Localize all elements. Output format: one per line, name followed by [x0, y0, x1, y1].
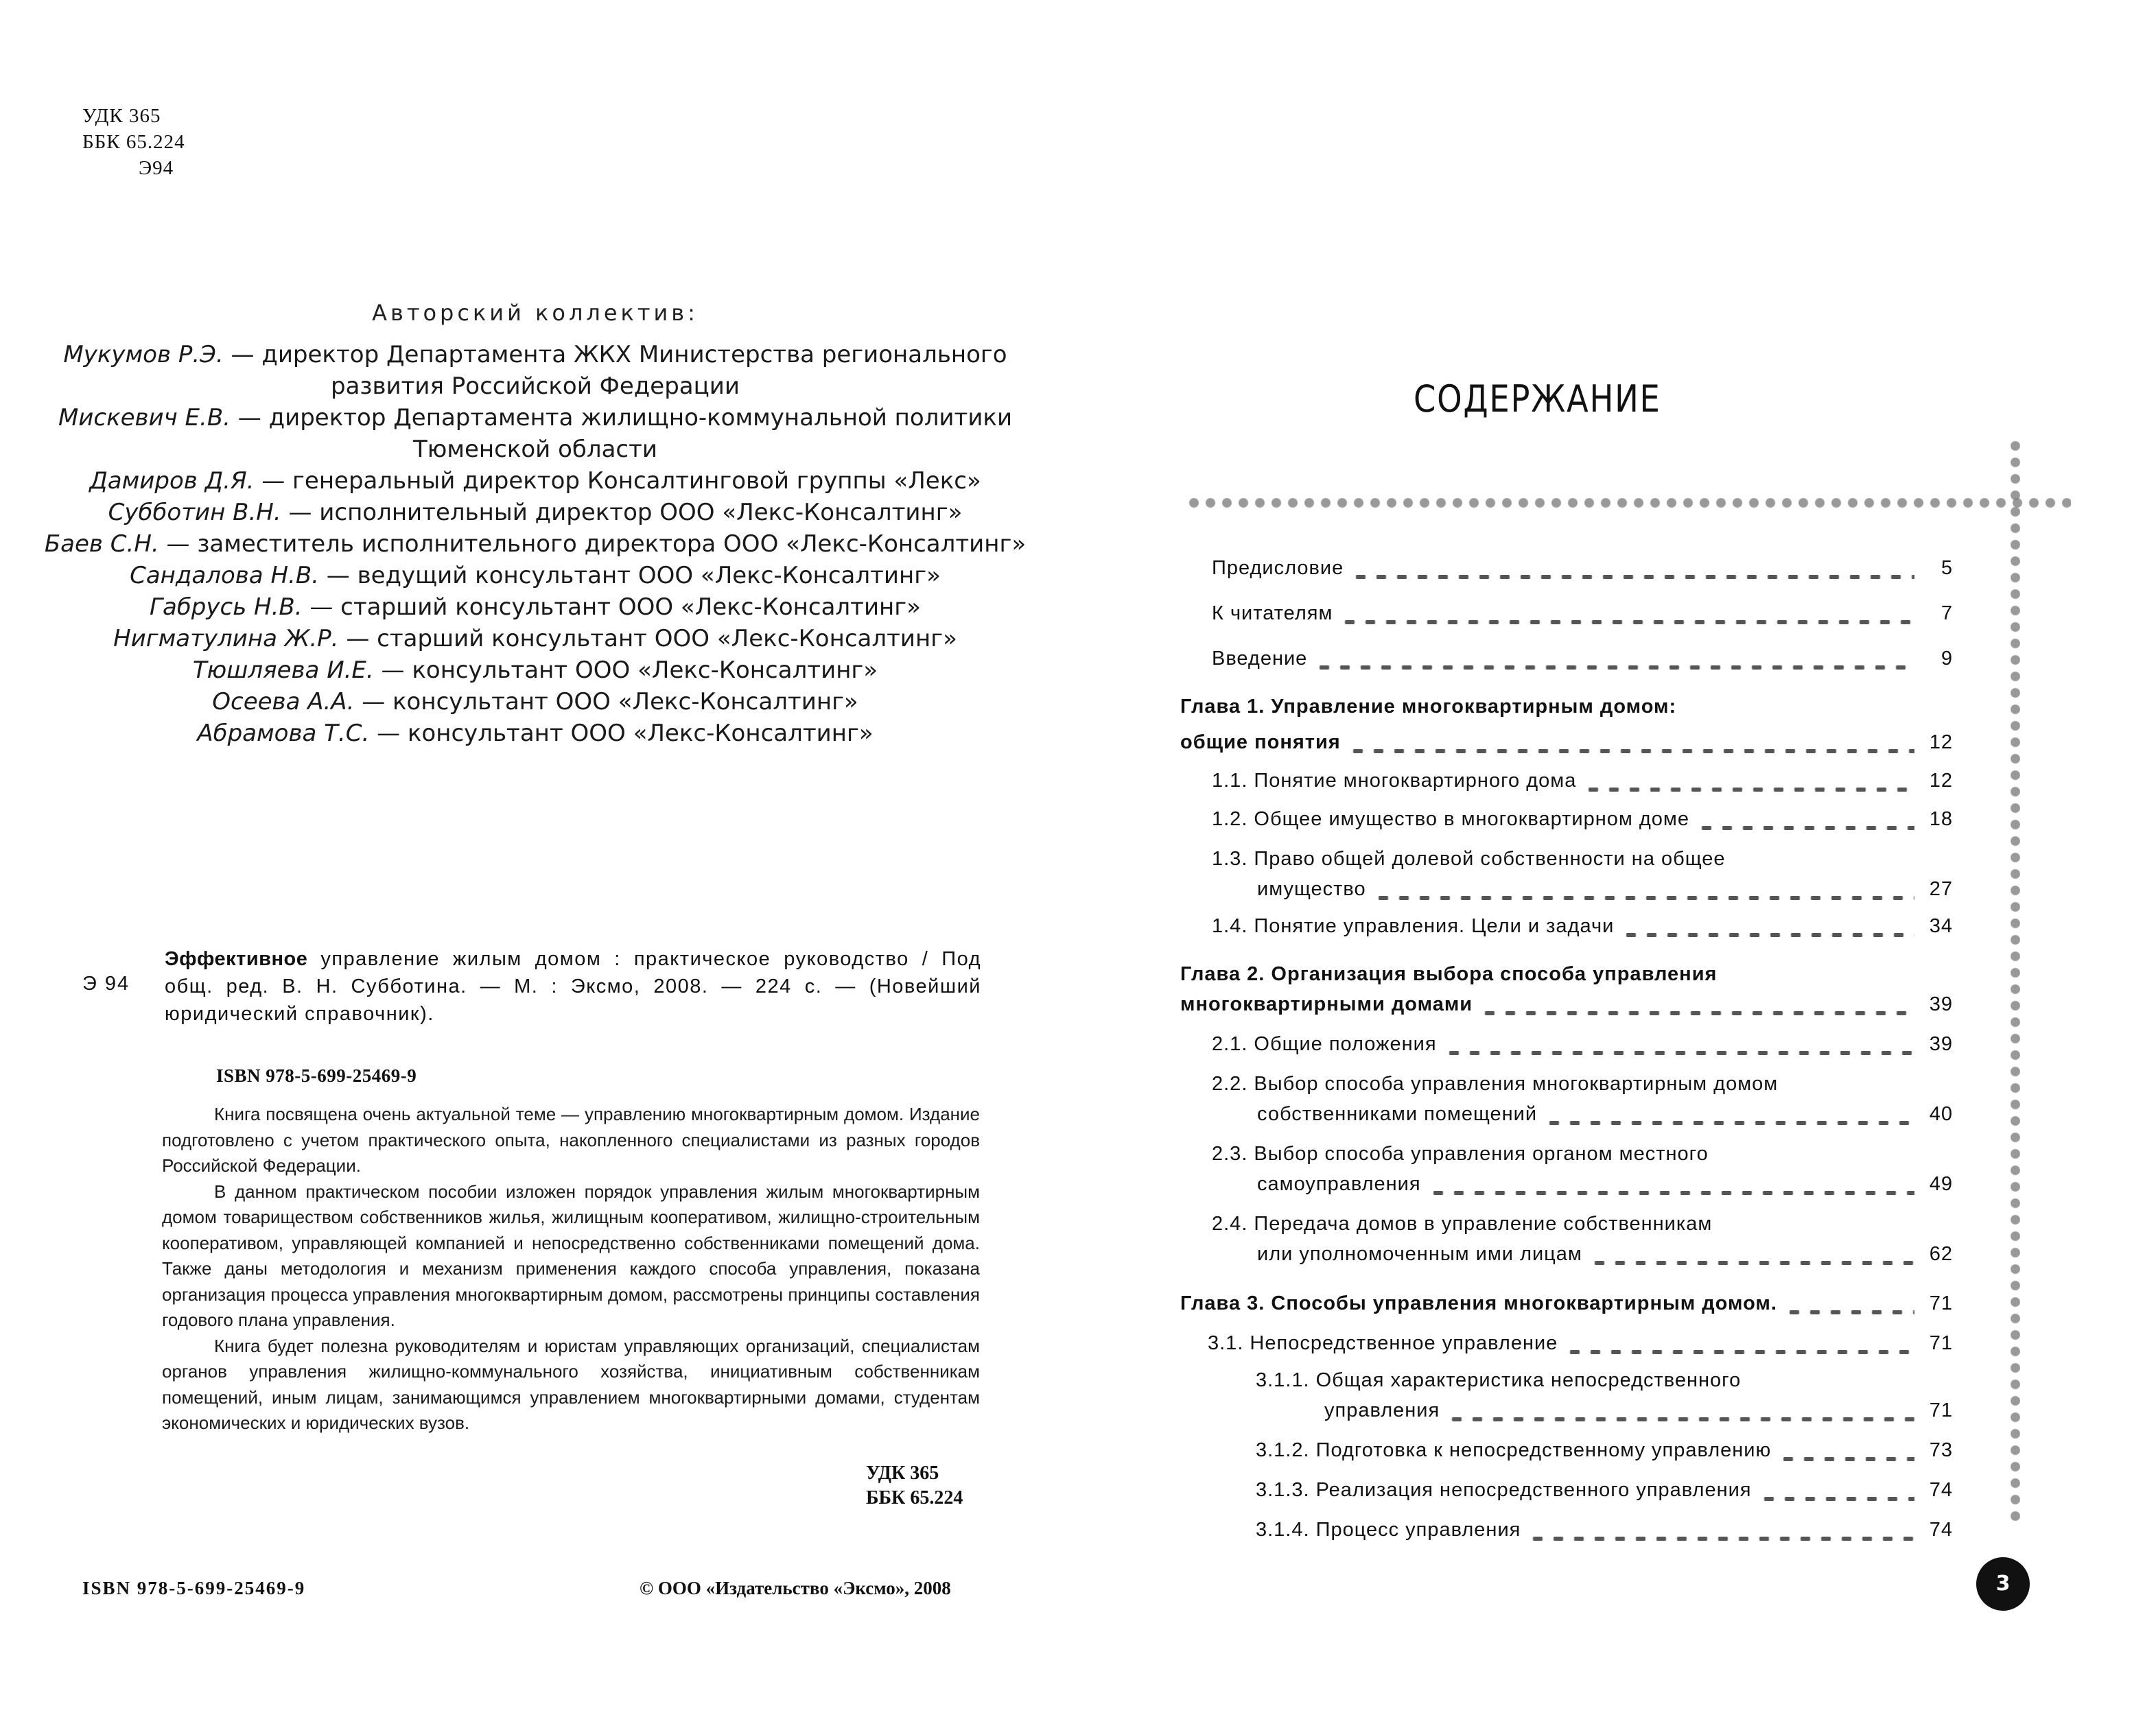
author-name: Мукумов Р.Э.	[63, 341, 224, 368]
bib-code: Э 94	[82, 973, 130, 995]
toc-label: имущество	[1257, 878, 1366, 900]
toc-section-2-4[interactable]	[1257, 1240, 1953, 1268]
toc-page: 71	[1929, 1332, 1953, 1354]
toc-page: 18	[1929, 808, 1953, 830]
toc-leader	[1527, 1516, 1914, 1544]
bib-title: Эффективное	[165, 948, 308, 970]
author-name: Осеева А.А.	[212, 688, 355, 715]
toc-section-3-1-1[interactable]	[1324, 1397, 1953, 1424]
toc-label: или уполномоченным ими лицам	[1257, 1243, 1582, 1265]
author-role: — консультант ООО «Лекс-Консалтинг»	[381, 657, 878, 684]
toc-section-1-2[interactable]	[1212, 805, 1953, 833]
author-entry	[0, 560, 1070, 591]
toc-page: 9	[1941, 648, 1953, 670]
toc-leader	[1479, 991, 1914, 1018]
toc-section-3-1-2[interactable]	[1256, 1436, 1953, 1464]
author-entry	[0, 591, 1070, 623]
toc-leader	[1784, 1290, 1914, 1317]
toc-label: Введение	[1212, 648, 1308, 670]
toc-leader	[1428, 1170, 1914, 1198]
author-entry	[0, 465, 1070, 497]
toc-page: 74	[1929, 1519, 1953, 1541]
toc-page: 27	[1929, 878, 1953, 900]
toc-page: 39	[1929, 993, 1953, 1015]
toc-chapter-1[interactable]	[1180, 729, 1953, 756]
toc-section-3-1[interactable]	[1208, 1329, 1953, 1357]
classification-right	[866, 1461, 963, 1511]
author-role: — старший консультант ООО «Лекс-Консалтинг»	[346, 625, 957, 652]
author-name: Дамиров Д.Я.	[89, 467, 255, 495]
bbk-code-right: ББК 65.224	[866, 1487, 963, 1509]
toc-entry-preface[interactable]	[1212, 554, 1953, 582]
author-entry	[0, 528, 1070, 560]
author-name: Мискевич Е.В.	[58, 404, 231, 431]
annotation-paragraph: Книга будет полезна руководителям и юристам управляющих организаций, специалистам органов управления жилищно-коммунального хозяйства, инициативным собственникам помещений, иным лицам, занимающимся управлением многоквартирными домами, студентам экономических и юридических вузов.	[162, 1335, 980, 1433]
author-entry	[0, 497, 1070, 528]
toc-leader	[1314, 645, 1914, 672]
author-name: Тюшляева И.Е.	[192, 657, 374, 684]
toc-entry-to-readers[interactable]	[1212, 600, 1953, 627]
toc-page: 73	[1929, 1439, 1953, 1461]
toc-leader	[1696, 805, 1914, 833]
toc-chapter-2-title[interactable]: Глава 2. Организация выбора способа управления	[1180, 963, 1718, 985]
toc-leader	[1350, 554, 1914, 582]
toc-leader	[1446, 1397, 1914, 1424]
toc-entry-intro[interactable]	[1212, 645, 1953, 672]
annotation-paragraph: Книга посвящена очень актуальной теме — управлению многоквартирным домом. Издание подготовлено с учетом практического опыта, накопленного специалистами из разных городов Российской Федерации.	[162, 1104, 980, 1176]
toc-label: 3.1. Непосредственное управление	[1208, 1332, 1558, 1354]
author-role: — директор Департамента ЖКХ Министерства регионального	[231, 341, 1007, 368]
toc-label: 3.1.3. Реализация непосредственного управления	[1256, 1479, 1752, 1501]
author-name: Баев С.Н.	[44, 530, 159, 558]
toc-label: самоуправления	[1257, 1173, 1421, 1195]
author-role: — ведущий консультант ООО «Лекс-Консалтинг»	[326, 562, 941, 589]
toc-leader	[1589, 1240, 1914, 1268]
dotted-rule-vertical	[2011, 438, 2020, 1527]
toc-section-2-2-title[interactable]: 2.2. Выбор способа управления многоквартирным домом	[1212, 1073, 1779, 1095]
toc-leader	[1759, 1476, 1914, 1504]
toc-page: 12	[1929, 770, 1953, 792]
toc-section-3-1-1-title[interactable]: 3.1.1. Общая характеристика непосредственного	[1256, 1369, 1742, 1391]
toc-chapter-2[interactable]	[1180, 991, 1953, 1018]
toc-leader	[1373, 875, 1914, 903]
toc-leader	[1565, 1329, 1914, 1357]
toc-label: Глава 3. Способы управления многоквартирным домом.	[1180, 1292, 1777, 1314]
toc-label: многоквартирными домами	[1180, 993, 1473, 1015]
author-role: — заместитель исполнительного директора ООО «Лекс-Консалтинг»	[166, 530, 1027, 558]
toc-leader	[1778, 1436, 1914, 1464]
toc-label: общие понятия	[1180, 731, 1341, 753]
udk-code-right: УДК 365	[866, 1463, 939, 1484]
toc-label: управления	[1324, 1399, 1440, 1421]
annotation-paragraph: В данном практическом пособии изложен порядок управления жилым многоквартирным домом товариществом собственников жилья, жилищным кооперативом, жилищно-строительным кооперативом, управляющей компанией и непосредственно собственниками помещений дома. Также даны методология и механизм применения каждого способа управления, показана организация процесса управления многоквартирным домом, рассмотрены принципы составления годового плана управления.	[162, 1181, 980, 1330]
classification-block	[82, 103, 185, 181]
author-name: Абрамова Т.С.	[197, 720, 370, 747]
toc-section-2-4-title[interactable]: 2.4. Передача домов в управление собственникам	[1212, 1213, 1713, 1235]
toc-section-3-1-3[interactable]	[1256, 1476, 1953, 1504]
toc-label: 1.2. Общее имущество в многоквартирном доме	[1212, 808, 1689, 830]
toc-section-2-2[interactable]	[1257, 1100, 1953, 1128]
toc-leader	[1339, 600, 1914, 627]
toc-section-2-3-title[interactable]: 2.3. Выбор способа управления органом местного	[1212, 1143, 1709, 1165]
author-role: — старший консультант ООО «Лекс-Консалтинг»	[309, 593, 921, 621]
author-mark: Э94	[139, 157, 174, 179]
toc-page: 5	[1941, 557, 1953, 579]
toc-section-3-1-4[interactable]	[1256, 1516, 1953, 1544]
toc-page: 71	[1929, 1292, 1953, 1314]
toc-label: Предисловие	[1212, 557, 1344, 579]
author-entry	[0, 623, 1070, 654]
author-role: — исполнительный директор ООО «Лекс-Консалтинг»	[288, 499, 963, 526]
toc-section-2-1[interactable]	[1212, 1030, 1953, 1058]
isbn-footer: ISBN 978-5-699-25469-9	[82, 1578, 306, 1598]
author-name: Нигматулина Ж.Р.	[113, 625, 339, 652]
udk-code: УДК 365	[82, 105, 161, 127]
author-entry	[0, 718, 1070, 749]
author-entry-cont	[0, 370, 1070, 402]
toc-leader	[1621, 912, 1914, 940]
contents-title: СОДЕРЖАНИЕ	[1414, 377, 1661, 421]
authors-list	[0, 339, 1070, 749]
toc-leader	[1348, 729, 1914, 756]
bbk-code: ББК 65.224	[82, 131, 185, 153]
toc-page: 12	[1929, 731, 1953, 753]
author-name: Габрусь Н.В.	[150, 593, 303, 621]
author-entry	[0, 402, 1070, 434]
toc-label: 1.1. Понятие многоквартирного дома	[1212, 770, 1577, 792]
toc-section-2-3[interactable]	[1257, 1170, 1953, 1198]
author-entry	[0, 654, 1070, 686]
toc-leader	[1583, 767, 1914, 794]
toc-label: собственниками помещений	[1257, 1103, 1538, 1125]
toc-section-1-4[interactable]	[1212, 912, 1953, 940]
toc-leader	[1544, 1100, 1914, 1128]
author-entry-cont	[0, 434, 1070, 465]
copyright: © ООО «Издательство «Эксмо», 2008	[640, 1578, 951, 1598]
author-role: — консультант ООО «Лекс-Консалтинг»	[362, 688, 858, 715]
toc-leader	[1444, 1030, 1914, 1058]
isbn: ISBN 978-5-699-25469-9	[216, 1065, 417, 1086]
author-name: Сандалова Н.В.	[130, 562, 319, 589]
toc-page: 49	[1929, 1173, 1953, 1195]
toc-section-1-3-title[interactable]: 1.3. Право общей долевой собственности на общее	[1212, 848, 1726, 870]
annotation	[162, 1102, 980, 1436]
author-name: Субботин В.Н.	[108, 499, 281, 526]
toc-page: 39	[1929, 1033, 1953, 1055]
toc-page: 34	[1929, 915, 1953, 937]
author-entry	[0, 339, 1070, 370]
bib-description: управление жилым домом : практическое руководство / Под общ. ред. В. Н. Субботина. — М. : Эксмо, 2008. — 224 с. — (Новейший юридический справочник).	[165, 948, 981, 1025]
toc-label: 3.1.2. Подготовка к непосредственному управлению	[1256, 1439, 1772, 1461]
authors-heading: Авторский коллектив:	[372, 300, 699, 326]
toc-section-1-1[interactable]	[1212, 767, 1953, 794]
toc-label: 2.1. Общие положения	[1212, 1033, 1437, 1055]
toc-label: 1.4. Понятие управления. Цели и задачи	[1212, 915, 1615, 937]
author-role: — генеральный директор Консалтинговой группы «Лекс»	[261, 467, 981, 495]
toc-chapter-1-title[interactable]: Глава 1. Управление многоквартирным домом:	[1180, 696, 1677, 718]
toc-page: 74	[1929, 1479, 1953, 1501]
toc-chapter-3[interactable]	[1180, 1290, 1953, 1317]
toc-page: 7	[1941, 602, 1953, 624]
author-role: — директор Департамента жилищно-коммунальной политики	[237, 404, 1013, 431]
toc-page: 40	[1929, 1103, 1953, 1125]
toc-section-1-3[interactable]	[1257, 875, 1953, 903]
author-role: развития Российской Федерации	[331, 372, 740, 400]
dotted-rule-horizontal	[1186, 498, 2071, 508]
bibliographic-record	[165, 945, 981, 1028]
author-role: Тюменской области	[412, 436, 658, 463]
author-role: — консультант ООО «Лекс-Консалтинг»	[377, 720, 874, 747]
toc-page: 71	[1929, 1399, 1953, 1421]
toc-label: 3.1.4. Процесс управления	[1256, 1519, 1521, 1541]
author-entry	[0, 686, 1070, 718]
toc-page: 62	[1929, 1243, 1953, 1265]
toc-label: К читателям	[1212, 602, 1333, 624]
page-number-badge: 3	[1976, 1557, 2030, 1611]
